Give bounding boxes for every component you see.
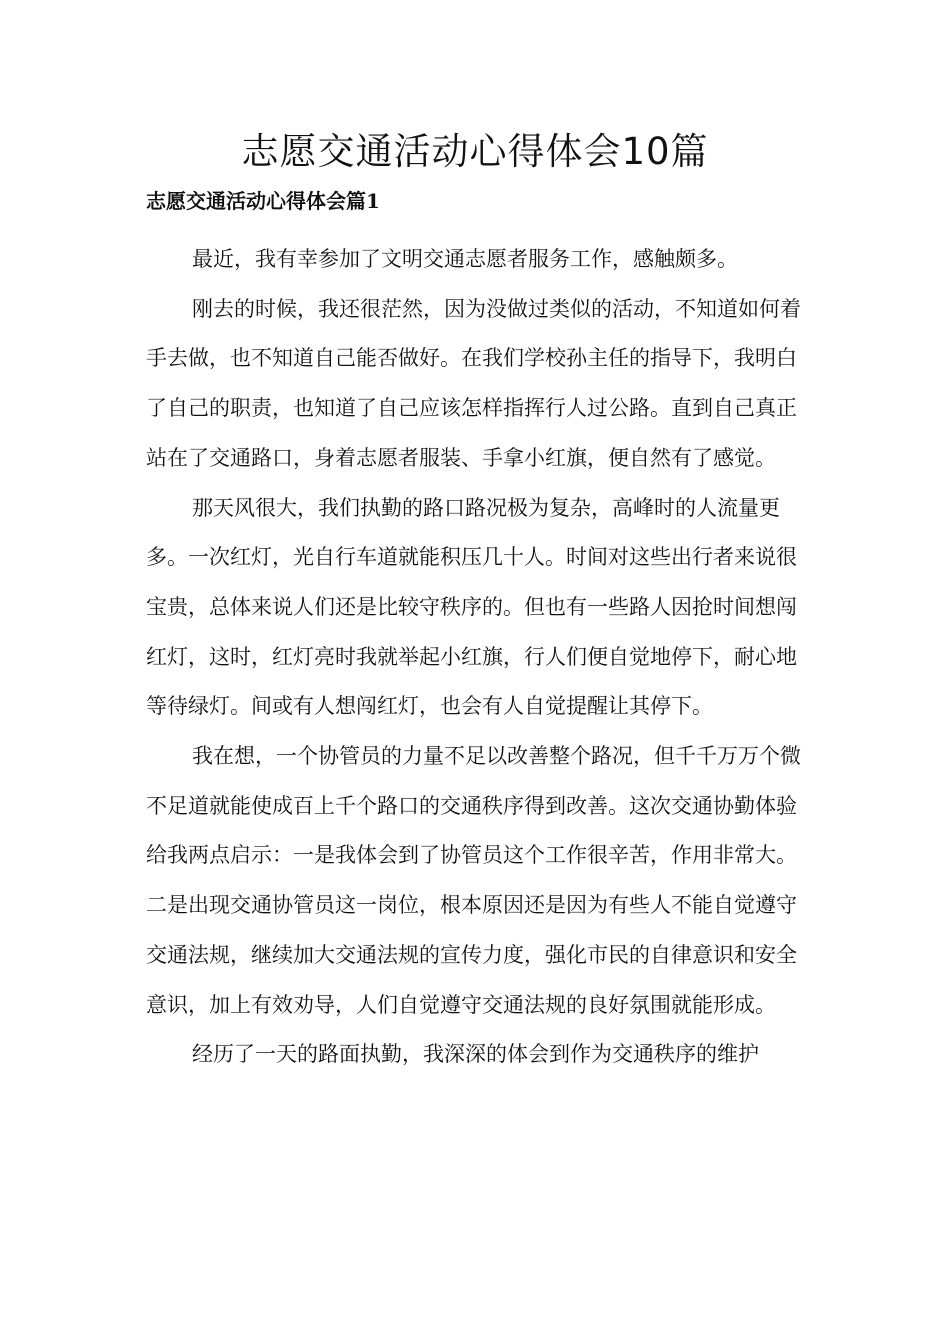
paragraph: 经历了一天的路面执勤，我深深的体会到作为交通秩序的维护: [192, 1042, 759, 1067]
paragraph: 我在想，一个协管员的力量不足以改善整个路况，但千千万万个微不足道就能使成百上千个路口的交通秩序得到改善。这次交通协勤体验给我两点启示：一是我体会到了协管员这个工作很辛苦，作用非常大。二是出现交通协管员这一岗位，根本原因还是因为有些人不能自觉遵守交通法规，继续加大交通法规的宣传力度，强化市民的自律意识和安全意识，加上有效劝导，人们自觉遵守交通法规的良好氛围就能形成。: [146, 744, 801, 1017]
section-heading: 志愿交通活动心得体会篇1: [146, 189, 380, 213]
paragraph: 刚去的时候，我还很茫然，因为没做过类似的活动，不知道如何着手去做，也不知道自己能否做好。在我们学校孙主任的指导下，我明白了自己的职责，也知道了自己应该怎样指挥行人过公路。直到自己真正站在了交通路口，身着志愿者服装、手拿小红旗，便自然有了感觉。: [146, 296, 801, 470]
paragraph: 最近，我有幸参加了文明交通志愿者服务工作，感触颇多。: [192, 247, 738, 271]
paragraph: 那天风很大，我们执勤的路口路况极为复杂，高峰时的人流量更多。一次红灯，光自行车道就能积压几十人。时间对这些出行者来说很宝贵，总体来说人们还是比较守秩序的。但也有一些路人因抢时间想闯红灯，这时，红灯亮时我就举起小红旗，行人们便自觉地停下，耐心地等待绿灯。间或有人想闯红灯，也会有人自觉提醒让其停下。: [146, 495, 797, 719]
body-text: [146, 235, 811, 1080]
document-title: 志愿交通活动心得体会10篇: [241, 130, 709, 173]
